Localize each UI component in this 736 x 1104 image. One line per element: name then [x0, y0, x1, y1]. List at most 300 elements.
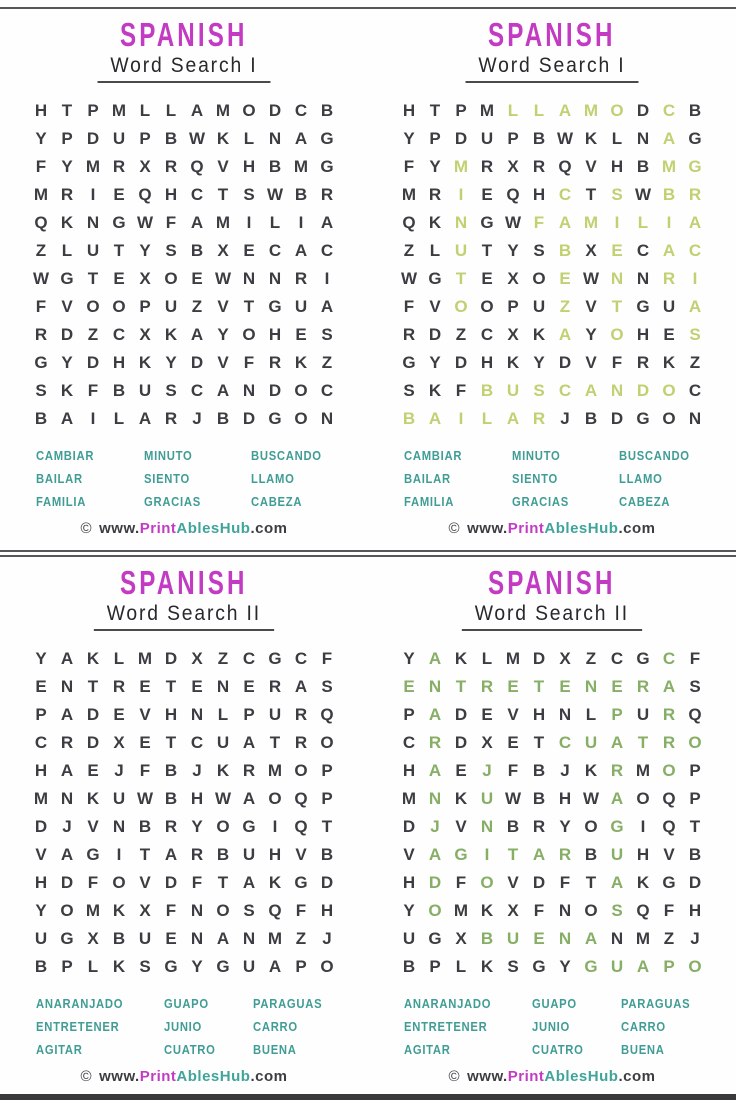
grid-letter: R: [112, 677, 126, 697]
grid-letter: G: [636, 297, 650, 317]
grid-letter: C: [610, 649, 624, 669]
grid-letter: U: [242, 957, 256, 977]
footer: [81, 520, 288, 537]
grid-letter: Y: [403, 901, 415, 921]
grid-letter: C: [320, 381, 334, 401]
grid-letter: D: [402, 817, 416, 837]
grid-letter: L: [585, 705, 597, 725]
grid-letter: B: [112, 929, 126, 949]
grid-letter: X: [455, 929, 467, 949]
grid-letter: S: [689, 677, 701, 697]
grid-letter: N: [610, 929, 624, 949]
grid-letter: I: [298, 213, 304, 233]
grid-letter: N: [688, 409, 702, 429]
grid-letter: B: [532, 129, 546, 149]
grid-letter: N: [268, 129, 282, 149]
grid-letter: C: [636, 241, 650, 261]
word-list-item: ENTRETENER: [404, 1019, 488, 1034]
grid-letter: B: [584, 845, 598, 865]
grid-letter: L: [61, 241, 73, 261]
grid-letter: M: [215, 213, 231, 233]
grid-letter: A: [320, 297, 334, 317]
grid-letter: T: [87, 269, 99, 289]
grid-letter: X: [217, 241, 229, 261]
grid-letter: P: [321, 789, 333, 809]
grid-letter: E: [139, 677, 151, 697]
grid-letter: D: [86, 129, 100, 149]
grid-letter: E: [113, 705, 125, 725]
grid-letter: D: [268, 101, 282, 121]
grid-letter: H: [610, 157, 624, 177]
word-list-column: [404, 993, 501, 1062]
grid-letter: W: [266, 185, 284, 205]
grid-letter: F: [455, 381, 467, 401]
grid-letter: D: [86, 705, 100, 725]
grid-letter: A: [636, 957, 650, 977]
grid-letter: T: [507, 845, 519, 865]
grid-letter: S: [321, 325, 333, 345]
grid-letter: S: [611, 901, 623, 921]
grid-letter: A: [428, 705, 442, 725]
grid-letter: A: [610, 733, 624, 753]
grid-letter: R: [164, 817, 178, 837]
grid-letter: A: [610, 789, 624, 809]
grid-letter: T: [321, 817, 333, 837]
grid-letter: A: [558, 213, 572, 233]
grid-letter: K: [112, 901, 126, 921]
footer-url-part: Ables: [176, 519, 220, 537]
grid-letter: N: [558, 929, 572, 949]
grid-letter: T: [217, 185, 229, 205]
grid-letter: O: [610, 101, 624, 121]
footer-url-part: Hub: [587, 519, 619, 537]
grid-letter: L: [611, 129, 623, 149]
grid-letter: K: [216, 761, 230, 781]
grid-letter: G: [662, 873, 676, 893]
grid-letter: F: [533, 901, 545, 921]
grid-letter: D: [86, 353, 100, 373]
grid-letter: R: [190, 845, 204, 865]
grid-letter: G: [34, 353, 48, 373]
grid-letter: L: [113, 649, 125, 669]
grid-letter: H: [480, 353, 494, 373]
grid-letter: U: [86, 241, 100, 261]
grid-letter: U: [662, 297, 676, 317]
grid-letter: G: [268, 409, 282, 429]
grid-letter: M: [401, 185, 417, 205]
puzzle-2-unsolved-panel: [0, 557, 368, 1094]
grid-letter: Y: [507, 241, 519, 261]
word-list-item: LLAMO: [619, 471, 663, 486]
grid-letter: P: [507, 129, 519, 149]
grid-letter: D: [558, 353, 572, 373]
grid-letter: K: [86, 789, 100, 809]
grid-letter: R: [636, 677, 650, 697]
grid-letter: K: [454, 649, 468, 669]
grid-letter: V: [455, 817, 467, 837]
grid-letter: E: [139, 733, 151, 753]
grid-letter: O: [584, 817, 598, 837]
grid-letter: W: [188, 129, 206, 149]
grid-letter: O: [242, 325, 256, 345]
grid-letter: G: [112, 213, 126, 233]
word-list-item: MINUTO: [144, 448, 193, 463]
grid-letter: W: [136, 789, 154, 809]
grid-letter: D: [636, 101, 650, 121]
grid-letter: U: [34, 929, 48, 949]
grid-letter: Y: [559, 817, 571, 837]
grid-letter: W: [214, 789, 232, 809]
grid-letter: X: [113, 733, 125, 753]
grid-letter: F: [165, 213, 177, 233]
word-list-item: BUENA: [620, 1042, 665, 1057]
grid-letter: H: [164, 185, 178, 205]
grid-letter: R: [34, 325, 48, 345]
grid-letter: F: [533, 213, 545, 233]
word-list-column: [619, 445, 698, 514]
grid-letter: P: [689, 789, 701, 809]
grid-letter: U: [532, 297, 546, 317]
grid-letter: B: [112, 381, 126, 401]
grid-letter: K: [636, 873, 650, 893]
grid-letter: D: [454, 733, 468, 753]
grid-letter: E: [481, 185, 493, 205]
grid-letter: Z: [35, 241, 47, 261]
grid-letter: O: [216, 817, 230, 837]
grid-letter: Y: [429, 353, 441, 373]
grid-letter: U: [294, 297, 308, 317]
grid-letter: X: [139, 157, 151, 177]
grid-letter: T: [611, 297, 623, 317]
grid-letter: Z: [87, 325, 99, 345]
puzzle-1-solved-panel: [368, 9, 736, 550]
grid-letter: J: [114, 761, 124, 781]
word-list-column: [512, 445, 575, 514]
grid-letter: C: [268, 241, 282, 261]
letter-grid: [28, 97, 340, 433]
grid-letter: X: [585, 241, 597, 261]
grid-letter: Z: [559, 297, 571, 317]
grid-letter: E: [113, 185, 125, 205]
grid-letter: G: [402, 353, 416, 373]
grid-letter: G: [294, 873, 308, 893]
grid-letter: W: [400, 269, 418, 289]
grid-letter: Y: [403, 129, 415, 149]
grid-letter: D: [610, 409, 624, 429]
grid-letter: P: [429, 957, 441, 977]
word-list-column: [532, 993, 589, 1062]
grid-letter: Y: [403, 649, 415, 669]
grid-letter: U: [480, 129, 494, 149]
grid-letter: M: [137, 649, 153, 669]
grid-letter: B: [480, 929, 494, 949]
grid-letter: Q: [34, 213, 48, 233]
grid-letter: J: [482, 761, 492, 781]
grid-letter: F: [403, 297, 415, 317]
grid-letter: Q: [294, 817, 308, 837]
grid-letter: R: [294, 269, 308, 289]
grid-letter: R: [532, 817, 546, 837]
grid-letter: O: [532, 269, 546, 289]
grid-letter: K: [164, 325, 178, 345]
puzzle-1-unsolved-panel: [0, 9, 368, 550]
grid-letter: A: [662, 241, 676, 261]
word-list-column: [404, 445, 469, 514]
grid-letter: O: [320, 957, 334, 977]
grid-letter: O: [480, 873, 494, 893]
grid-letter: X: [507, 901, 519, 921]
grid-letter: V: [585, 353, 597, 373]
grid-letter: M: [111, 101, 127, 121]
grid-letter: Q: [506, 185, 520, 205]
grid-letter: L: [481, 409, 493, 429]
grid-letter: N: [242, 381, 256, 401]
grid-letter: O: [86, 297, 100, 317]
grid-letter: C: [662, 101, 676, 121]
grid-letter: Q: [190, 157, 204, 177]
grid-letter: R: [532, 409, 546, 429]
grid-letter: M: [479, 101, 495, 121]
word-list-item: BAILAR: [36, 471, 83, 486]
grid-letter: V: [507, 873, 519, 893]
grid-letter: Y: [191, 817, 203, 837]
grid-letter: G: [584, 957, 598, 977]
grid-letter: C: [402, 733, 416, 753]
grid-letter: C: [294, 649, 308, 669]
grid-letter: L: [113, 409, 125, 429]
grid-letter: M: [583, 101, 599, 121]
grid-letter: P: [429, 129, 441, 149]
grid-letter: N: [636, 269, 650, 289]
grid-letter: F: [611, 353, 623, 373]
grid-letter: T: [429, 101, 441, 121]
word-list-item: GRACIAS: [512, 494, 570, 509]
grid-letter: A: [190, 213, 204, 233]
grid-letter: J: [62, 817, 72, 837]
word-list-item: ANARANJADO: [404, 996, 492, 1011]
grid-letter: R: [480, 157, 494, 177]
grid-letter: F: [243, 353, 255, 373]
grid-letter: U: [480, 789, 494, 809]
grid-letter: K: [60, 213, 74, 233]
grid-letter: W: [136, 213, 154, 233]
word-list-item: FAMILIA: [36, 494, 87, 509]
word-list-column: [164, 993, 221, 1062]
footer-url-part: Ables: [544, 1067, 588, 1085]
grid-letter: G: [610, 817, 624, 837]
grid-letter: D: [86, 733, 100, 753]
grid-letter: N: [558, 901, 572, 921]
letter-grid: [396, 97, 708, 433]
grid-letter: V: [217, 353, 229, 373]
grid-letter: T: [217, 873, 229, 893]
grid-letter: D: [268, 381, 282, 401]
grid-letter: P: [61, 957, 73, 977]
grid-letter: V: [585, 157, 597, 177]
grid-letter: K: [138, 353, 152, 373]
grid-letter: U: [402, 929, 416, 949]
grid-letter: L: [429, 241, 441, 261]
grid-letter: Q: [402, 213, 416, 233]
grid-letter: M: [33, 789, 49, 809]
grid-letter: O: [636, 789, 650, 809]
grid-letter: L: [533, 101, 545, 121]
grid-letter: E: [35, 677, 47, 697]
grid-letter: A: [60, 845, 74, 865]
grid-letter: H: [636, 325, 650, 345]
grid-letter: C: [190, 185, 204, 205]
grid-letter: H: [34, 101, 48, 121]
grid-letter: Z: [663, 929, 675, 949]
grid-letter: J: [192, 409, 202, 429]
grid-letter: R: [60, 733, 74, 753]
grid-letter: Q: [688, 705, 702, 725]
grid-letter: H: [34, 761, 48, 781]
grid-letter: D: [532, 649, 546, 669]
grid-letter: Y: [139, 241, 151, 261]
word-list-item: AGITAR: [404, 1042, 451, 1057]
grid-letter: U: [610, 957, 624, 977]
word-list-item: PARAGUAS: [252, 996, 323, 1011]
footer-url-part: Hub: [219, 1067, 251, 1085]
grid-letter: O: [268, 789, 282, 809]
grid-letter: H: [242, 157, 256, 177]
grid-letter: H: [268, 845, 282, 865]
grid-letter: C: [558, 381, 572, 401]
grid-letter: D: [428, 873, 442, 893]
grid-letter: K: [454, 789, 468, 809]
grid-letter: E: [243, 241, 255, 261]
footer: [449, 1068, 656, 1085]
grid-letter: Z: [689, 353, 701, 373]
grid-letter: G: [164, 957, 178, 977]
grid-letter: H: [558, 789, 572, 809]
grid-letter: S: [165, 241, 177, 261]
grid-letter: P: [87, 101, 99, 121]
puzzle-title: SPANISH: [120, 563, 248, 602]
grid-letter: F: [139, 761, 151, 781]
grid-letter: C: [662, 649, 676, 669]
grid-letter: M: [85, 901, 101, 921]
grid-letter: C: [112, 325, 126, 345]
grid-letter: T: [139, 845, 151, 865]
grid-letter: A: [242, 873, 256, 893]
grid-letter: B: [216, 409, 230, 429]
grid-letter: B: [402, 409, 416, 429]
grid-letter: O: [320, 733, 334, 753]
grid-letter: E: [191, 269, 203, 289]
grid-letter: S: [533, 241, 545, 261]
grid-letter: K: [428, 213, 442, 233]
puzzle-subtitle: Word Search II: [462, 602, 642, 631]
word-list-item: JUNIO: [164, 1019, 203, 1034]
grid-letter: T: [533, 733, 545, 753]
grid-letter: A: [164, 845, 178, 865]
grid-letter: R: [320, 185, 334, 205]
grid-letter: M: [583, 213, 599, 233]
copyright-symbol: ©: [80, 1067, 93, 1085]
grid-letter: U: [584, 733, 598, 753]
grid-letter: O: [112, 873, 126, 893]
letter-grid: [396, 645, 708, 981]
grid-letter: Y: [585, 325, 597, 345]
grid-letter: C: [558, 185, 572, 205]
grid-letter: O: [662, 761, 676, 781]
grid-letter: B: [216, 845, 230, 865]
grid-letter: Y: [35, 901, 47, 921]
grid-letter: Z: [321, 353, 333, 373]
grid-letter: U: [506, 929, 520, 949]
word-list-item: PARAGUAS: [620, 996, 691, 1011]
grid-letter: A: [190, 101, 204, 121]
grid-letter: B: [584, 409, 598, 429]
grid-letter: B: [636, 157, 650, 177]
grid-letter: H: [402, 761, 416, 781]
grid-letter: H: [402, 873, 416, 893]
grid-letter: F: [35, 157, 47, 177]
grid-letter: V: [429, 297, 441, 317]
word-list-item: CABEZA: [251, 494, 303, 509]
grid-letter: E: [663, 325, 675, 345]
grid-letter: B: [532, 761, 546, 781]
puzzle-2-solved-panel: [368, 557, 736, 1094]
grid-letter: H: [320, 901, 334, 921]
grid-letter: M: [267, 761, 283, 781]
grid-letter: F: [165, 901, 177, 921]
word-list-item: BUSCANDO: [251, 448, 323, 463]
grid-letter: L: [455, 957, 467, 977]
worksheet-page-2: [0, 555, 736, 1100]
grid-letter: L: [165, 101, 177, 121]
word-list-item: BUENA: [252, 1042, 297, 1057]
grid-letter: R: [688, 185, 702, 205]
grid-letter: R: [268, 677, 282, 697]
word-list-item: CUATRO: [532, 1042, 584, 1057]
footer-url-part: .com: [618, 519, 656, 537]
grid-letter: D: [428, 325, 442, 345]
word-list: [368, 981, 736, 1062]
grid-letter: N: [216, 677, 230, 697]
grid-letter: R: [242, 761, 256, 781]
grid-letter: T: [113, 241, 125, 261]
grid-letter: G: [86, 845, 100, 865]
grid-letter: P: [35, 705, 47, 725]
grid-letter: V: [585, 297, 597, 317]
grid-letter: I: [324, 269, 330, 289]
grid-letter: C: [190, 733, 204, 753]
grid-letter: D: [454, 705, 468, 725]
grid-letter: X: [481, 733, 493, 753]
grid-letter: U: [164, 297, 178, 317]
grid-letter: N: [86, 213, 100, 233]
grid-letter: N: [610, 381, 624, 401]
grid-letter: I: [484, 845, 490, 865]
grid-letter: I: [116, 845, 122, 865]
grid-letter: R: [610, 761, 624, 781]
grid-letter: M: [505, 649, 521, 669]
grid-letter: A: [688, 213, 702, 233]
grid-letter: B: [138, 817, 152, 837]
grid-letter: G: [428, 269, 442, 289]
grid-letter: Z: [403, 241, 415, 261]
grid-letter: H: [688, 901, 702, 921]
grid-letter: M: [85, 157, 101, 177]
grid-letter: M: [401, 789, 417, 809]
grid-letter: X: [507, 157, 519, 177]
grid-letter: Q: [320, 705, 334, 725]
grid-letter: V: [403, 845, 415, 865]
grid-letter: S: [689, 325, 701, 345]
